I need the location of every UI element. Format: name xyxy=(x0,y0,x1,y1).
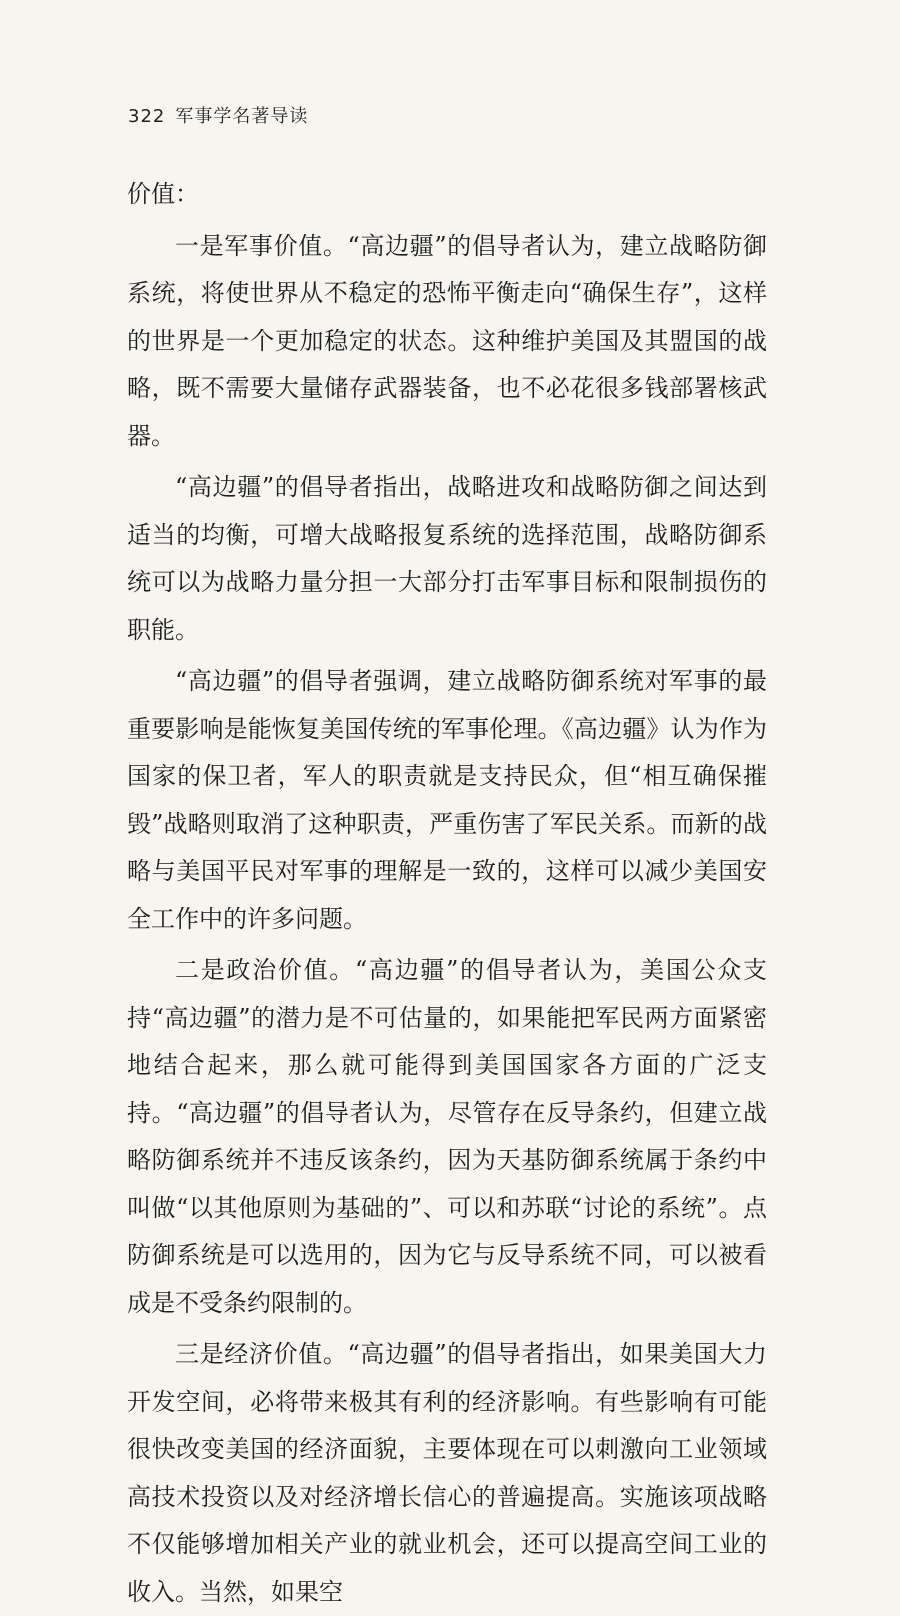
paragraph-military-ethics: “高边疆”的倡导者强调，建立战略防御系统对军事的最重要影响是能恢复美国传统的军事伦理。《高边疆》认为作为国家的保卫者，军人的职责就是支持民众，但“相互确保摧毁”战略则取消了这种职责，严重伤害了军民关系。而新的战略与美国平民对军事的理解是一致的，这样可以减少美国安全工作中的许多问题。 xyxy=(127,667,767,933)
paragraph-strategic-balance: “高边疆”的倡导者指出，战略进攻和战略防御之间达到适当的均衡，可增大战略报复系统的选择范围，战略防御系统可以为战略力量分担一大部分打击军事目标和限制损伤的职能。 xyxy=(127,473,767,644)
body-text xyxy=(127,171,767,1616)
paragraph-intro: 价值： xyxy=(127,180,199,208)
paragraph-economic-value: 三是经济价值。“高边疆”的倡导者指出，如果美国大力开发空间，必将带来极其有利的经济影响。有些影响有可能很快改变美国的经济面貌，主要体现在可以刺激向工业领域高技术投资以及对经济增长信心的普遍提高。实施该项战略不仅能够增加相关产业的就业机会，还可以提高空间工业的收入。当然，如果空 xyxy=(127,1340,767,1606)
paragraph-military-value: 一是军事价值。“高边疆”的倡导者认为，建立战略防御系统，将使世界从不稳定的恐怖平衡走向“确保生存”，这样的世界是一个更加稳定的状态。这种维护美国及其盟国的战略，既不需要大量储存武器装备，也不必花很多钱部署核武器。 xyxy=(127,231,767,450)
paragraph-political-value: 二是政治价值。“高边疆”的倡导者认为，美国公众支持“高边疆”的潜力是不可估量的，如果能把军民两方面紧密地结合起来，那么就可能得到美国国家各方面的广泛支持。“高边疆”的倡导者认为，尽管存在反导条约，但建立战略防御系统并不违反该条约，因为天基防御系统属于条约中叫做“以其他原则为基础的”、可以和苏联“讨论的系统”。点防御系统是可以选用的，因为它与反导系统不同，可以被看成是不受条约限制的。 xyxy=(127,956,767,1317)
book-title: 军事学名著导读 xyxy=(175,106,309,127)
page-number: 322 xyxy=(128,106,166,127)
running-head xyxy=(128,102,308,128)
